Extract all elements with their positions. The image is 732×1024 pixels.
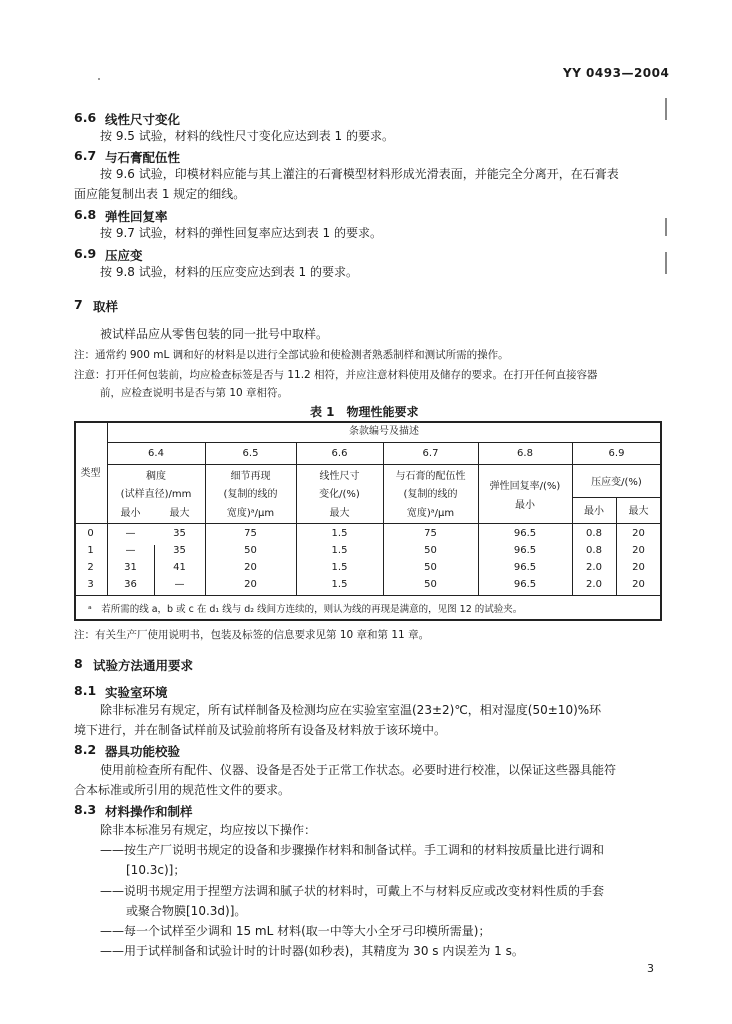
clause-number: 6.9	[608, 448, 625, 459]
paragraph: 使用前检查所有配件、仪器、设备是否处于正常工作状态。必要时进行校准，以保证这些器具能符	[100, 763, 617, 777]
col-desc: 与石膏的配伍性	[395, 471, 466, 482]
table-cell: 20	[244, 579, 257, 590]
section-number: 7	[74, 297, 83, 312]
list-item: [10.3c)]；	[126, 863, 186, 877]
table-cell: 75	[244, 528, 257, 539]
table-cell: —	[125, 545, 136, 556]
table-cell: 31	[124, 562, 137, 573]
section-title: 弹性回复率	[105, 209, 168, 224]
section-number: 8.3	[74, 802, 97, 817]
col-desc: (复制的线的	[223, 489, 278, 500]
table-cell: 1.5	[331, 562, 348, 573]
margin-mark	[665, 252, 667, 274]
col-desc: 压应变/(%)	[591, 477, 642, 488]
table-cell: 50	[424, 562, 437, 573]
list-item: ——按生产厂说明书规定的设备和步骤操作材料和制备试样。手工调和的材料按质量比进行调和	[100, 843, 605, 857]
section-number: 6.6	[74, 110, 97, 125]
col-desc: 宽度)ᵃ/μm	[406, 508, 455, 519]
table-cell: 50	[244, 545, 257, 556]
clause-number: 6.5	[242, 448, 259, 459]
margin-mark	[665, 218, 667, 236]
table-cell: 0.8	[586, 528, 602, 539]
clause-number: 6.8	[517, 448, 533, 459]
section-number: 8.2	[74, 742, 97, 757]
table-cell: 75	[424, 528, 437, 539]
table-cell: 20	[632, 562, 645, 573]
section-number: 8.1	[74, 683, 97, 698]
paragraph: 按 9.5 试验，材料的线性尺寸变化应达到表 1 的要求。	[100, 129, 394, 143]
table-cell: 20	[244, 562, 257, 573]
table-cell: —	[125, 528, 136, 539]
max-label: 最大	[169, 508, 190, 519]
table-cell: 0.8	[586, 545, 602, 556]
col-desc: 变化/(%)	[319, 489, 360, 500]
caution-note: 注意：打开任何包装前，均应检查标签是否与 11.2 相符，并应注意材料使用及储存的要求。在打开任何直接容器	[74, 369, 598, 381]
table-cell: 1.5	[331, 579, 348, 590]
table-cell: 20	[632, 528, 645, 539]
min-label: 最小	[120, 508, 141, 519]
max-label: 最大	[628, 506, 649, 517]
table-cell: 96.5	[513, 545, 537, 556]
margin-mark	[665, 98, 667, 120]
row-type: 3	[87, 579, 94, 590]
col-desc: 弹性回复率/(%)	[489, 481, 561, 492]
list-item: ——每一个试样至少调和 15 mL 材料(取一中等大小全牙弓印模所需量)；	[100, 924, 491, 938]
paragraph: 合本标准或所引用的规范性文件的要求。	[74, 783, 291, 797]
col-desc: (试样直径)/mm	[120, 489, 192, 500]
paragraph: 除非标准另有规定，所有试样制备及检测均应在实验室室温(23±2)℃，相对湿度(50±10)%环	[100, 703, 602, 717]
type-header: 类型	[80, 468, 101, 479]
paragraph: 按 9.6 试验，印模材料应能与其上灌注的石膏模型材料形成光滑表面，并能完全分离开，在石膏表	[100, 167, 619, 181]
table-cell: 2.0	[586, 579, 602, 590]
table-cell: 50	[424, 579, 437, 590]
table-cell: 35	[173, 528, 186, 539]
section-number: 8	[74, 656, 83, 671]
clause-header: 条款编号及描述	[349, 426, 419, 437]
section-title: 压应变	[105, 248, 143, 263]
clause-number: 6.7	[422, 448, 439, 459]
list-item: ——说明书规定用于捏塑方法调和腻子状的材料时，可戴上不与材料反应或改变材料性质的手套	[100, 884, 605, 898]
table-caption: 表 1 物理性能要求	[310, 405, 419, 419]
section-title: 器具功能校验	[105, 744, 181, 759]
row-type: 2	[87, 562, 94, 573]
section-title: 取样	[93, 299, 119, 314]
clause-number: 6.4	[148, 448, 164, 459]
row-type: 1	[87, 545, 94, 556]
section-title: 材料操作和制样	[105, 804, 193, 819]
doc-number: YY 0493—2004	[563, 66, 670, 80]
paragraph: 除非本标准另有规定，均应按以下操作：	[100, 823, 317, 837]
section-number: 6.7	[74, 148, 97, 163]
col-desc: 稠度	[146, 471, 166, 482]
table-cell: 41	[173, 562, 186, 573]
table-cell: —	[174, 579, 185, 590]
table-cell: 36	[124, 579, 137, 590]
col-desc: 线性尺寸	[319, 471, 360, 482]
col-desc: 最大	[329, 508, 350, 519]
col-desc: (复制的线的	[403, 489, 458, 500]
table-cell: 35	[173, 545, 186, 556]
list-item: ——用于试样制备和试验计时的计时器(如秒表)，其精度为 30 s 内误差为 1 s。	[100, 944, 524, 958]
section-title: 线性尺寸变化	[105, 112, 181, 127]
table-cell: 2.0	[586, 562, 602, 573]
table-footnote: ᵃ 若所需的线 a，b 或 c 在 d₁ 线与 d₂ 线间方连续的，则认为线的再现是满意的，见图 12 的试验夹。	[88, 604, 523, 615]
paragraph: 境下进行，并在制备试样前及试验前将所有设备及材料放于该环境中。	[74, 723, 447, 737]
table-cell: 50	[424, 545, 437, 556]
paragraph: 被试样品应从零售包装的同一批号中取样。	[100, 327, 329, 341]
note: 注：通常约 900 mL 调和好的材料是以进行全部试验和使检测者熟悉制样和测试所需的操作。	[74, 349, 509, 361]
paragraph: 按 9.8 试验，材料的压应变应达到表 1 的要求。	[100, 265, 358, 279]
table-cell: 20	[632, 545, 645, 556]
paragraph: 按 9.7 试验，材料的弹性回复率应达到表 1 的要求。	[100, 226, 382, 240]
section-title: 实验室环境	[105, 685, 168, 700]
section-number: 6.8	[74, 207, 97, 222]
table-cell: 1.5	[331, 528, 348, 539]
caution-note: 前，应检查说明书是否与第 10 章相符。	[100, 387, 289, 399]
table-cell: 96.5	[513, 562, 537, 573]
paragraph: 面应能复制出表 1 规定的细线。	[74, 187, 246, 201]
table-cell: 96.5	[513, 579, 537, 590]
table-cell: 1.5	[331, 545, 348, 556]
col-desc: 细节再现	[230, 471, 271, 482]
section-number: 6.9	[74, 246, 97, 261]
col-desc: 宽度)ᵃ/μm	[226, 508, 275, 519]
col-desc: 最小	[515, 500, 535, 511]
list-item: 或聚合物膜[10.3d)]。	[126, 904, 247, 918]
page-number: 3	[647, 962, 654, 975]
section-title: 与石膏配伍性	[105, 150, 181, 165]
min-label: 最小	[584, 506, 604, 517]
section-title: 试验方法通用要求	[93, 658, 194, 673]
table-cell: 96.5	[513, 528, 537, 539]
clause-number: 6.6	[331, 448, 348, 459]
table-cell: 20	[632, 579, 645, 590]
row-type: 0	[87, 528, 94, 539]
table-note: 注：有关生产厂使用说明书，包装及标签的信息要求见第 10 章和第 11 章。	[74, 629, 430, 641]
scan-speck	[98, 78, 100, 80]
physical-properties-table	[74, 421, 661, 621]
